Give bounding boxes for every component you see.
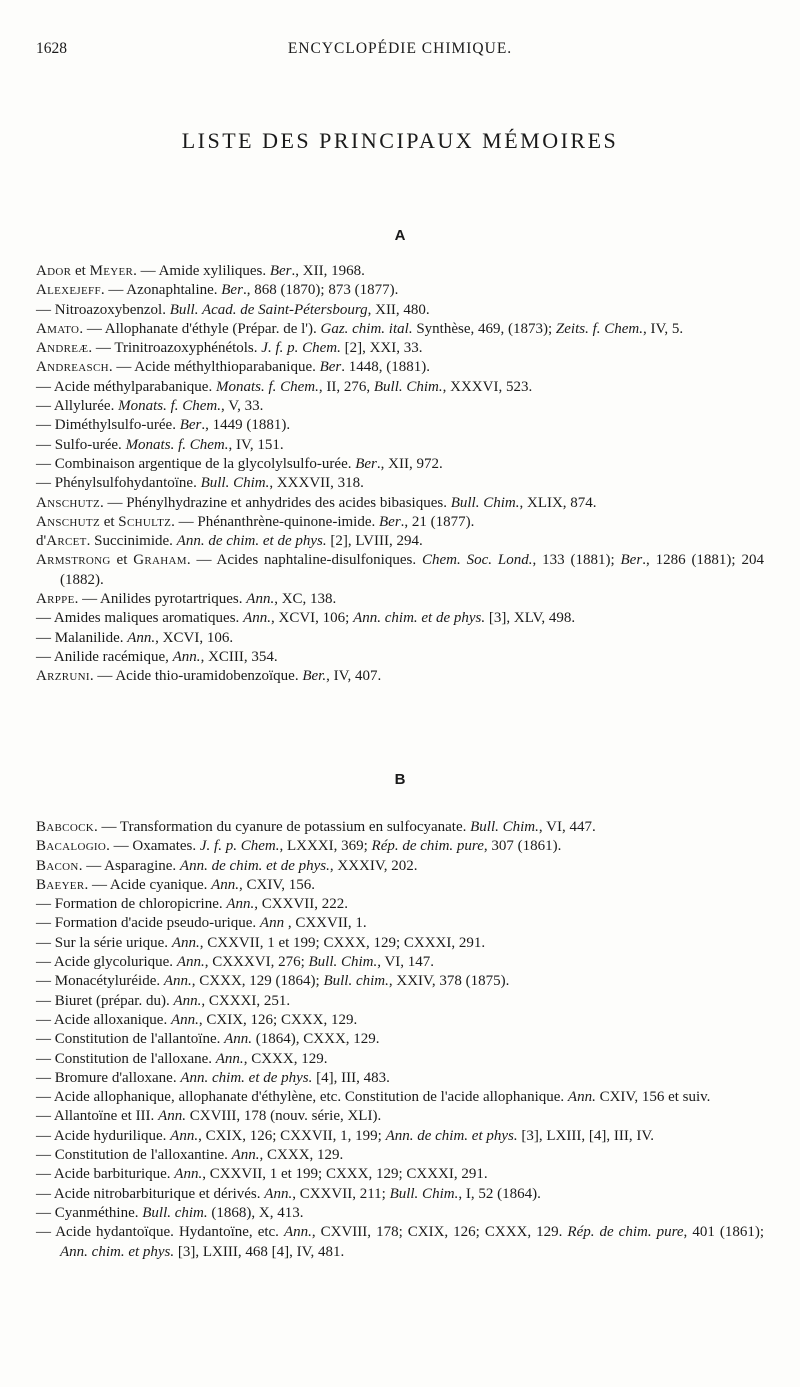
author-name: Arzruni [36,668,90,685]
journal-title: Ann. [224,1031,253,1048]
entry-text: — Malanilide. [36,629,128,646]
bibliography-entry [36,301,764,320]
bibliography-entry [36,455,764,474]
entry-text: [2], XXI, 33. [340,340,423,357]
entry-text: [4], III, 483. [312,1069,390,1086]
journal-title: Bull. Chim. [308,954,378,971]
section-letter-a: A [394,227,406,244]
journal-title: Ann. chim. et phys. [60,1243,175,1260]
entry-text: — Sulfo-urée. [36,436,126,453]
entry-text: , CXVIII, 178; CXIX, 126; CXXX, 129. [311,1224,568,1241]
entry-text: et [110,552,134,569]
journal-title: Monats. f. Chem. [125,436,229,453]
journal-title: Ann. [283,1224,312,1241]
journal-title: J. f. p. Chem. [261,340,341,357]
journal-title: Ann. [264,1185,293,1202]
journal-title: Ann. [176,954,205,971]
journal-title: Ber [179,417,202,434]
journal-title: Ann [259,915,285,932]
bibliography-entry [36,320,764,339]
entry-text: d' [36,533,47,550]
entry-text: , CXXVII, 211; [292,1185,390,1202]
entry-text: . — Anilides pyrotartriques. [74,591,247,608]
journal-title: Ann. [171,934,200,951]
entry-text: , XXIV, 378 (1875). [388,973,510,990]
entry-text: . — Phénanthrène-quinone-imide. [171,513,379,530]
journal-title: Bull. Chim. [200,475,270,492]
entry-text: , CXXX, 129. [259,1147,344,1164]
entry-text: Synthèse, 469, (1873); [412,320,556,337]
journal-title: Bull. chim. [142,1204,208,1221]
journal-title: Ann. chim. et de phys. [353,610,486,627]
journal-title: Ann. [243,610,271,627]
bibliography-entry [36,1011,764,1030]
entry-text: — Formation d'acide pseudo-urique. [36,915,260,932]
entry-text: (1864), CXXX, 129. [252,1031,380,1048]
bibliography-entry [36,358,764,377]
entry-text: , CXXVII, 1. [284,915,367,932]
author-name: Baeyer [36,876,85,893]
journal-title: Bull. Chim. [373,378,443,395]
entry-text: — Anilide racémique, [36,648,173,665]
journal-title: Bull. chim. [323,973,389,990]
journal-title: Ann. [172,648,201,665]
page-header [36,40,764,64]
journal-title: Ann. [163,973,192,990]
bibliography-entry [36,1107,764,1126]
author-name: Babcock [36,819,94,835]
journal-title: Ann. [246,591,275,608]
entry-text: — Diméthylsulfo-urée. [36,417,180,434]
entry-text: — Biuret (prépar. du). [36,992,174,1009]
entry-text: . — Acide cyanique. [84,876,212,893]
entry-text: (1868), X, 413. [207,1204,304,1221]
author-name: Graham [133,552,187,569]
entry-text: , VI, 147. [377,954,435,971]
entry-text: — Constitution de l'alloxane. [36,1050,216,1067]
entry-text: , 401 (1861); [683,1224,764,1241]
journal-title: Ber [269,263,292,279]
journal-title: Ann. chim. et de phys. [180,1069,313,1086]
entry-text: , CXIV, 156. [239,876,316,893]
journal-title: Ann. de chim. et phys. [385,1127,518,1144]
entry-text: , V, 33. [221,398,264,415]
entry-text: . — Phénylhydrazine et anhydrides des acides bibasiques. [99,494,451,511]
entry-text: , XC, 138. [274,591,337,608]
bibliography-entry [36,1030,764,1049]
bibliography-entry [36,1204,764,1223]
bibliography-entry [36,494,764,513]
journal-title: Ber [379,513,401,530]
journal-title: Bull. Chim. [450,494,520,511]
entry-text: , CXXXI, 251. [201,992,291,1009]
journal-title: Bull. Chim. [470,819,539,835]
entry-text: CXVIII, 178 (nouv. série, XLI). [185,1108,382,1125]
entry-text: ., 21 (1877). [400,513,475,530]
running-title: ENCYCLOPÉDIE CHIMIQUE. [287,40,513,57]
journal-title: Ber. [302,668,327,685]
entry-text: — Sur la série urique. [36,934,172,951]
entry-text: . — Allophanate d'éthyle (Prépar. de l'). [79,320,321,337]
bibliography-entry [36,474,764,493]
bibliography-entry [36,339,764,358]
entry-text: [3], XLV, 498. [485,610,576,627]
bibliography-entry [36,953,764,972]
entry-text: , CXXVII, 1 et 199; CXXX, 129; CXXXI, 291. [202,1166,488,1183]
journal-title: Ann. [215,1050,244,1067]
entry-text: , CXXXVI, 276; [204,954,309,971]
bibliography-entry [36,857,764,876]
journal-title: Ann. [127,629,156,646]
journal-title: Bull. Acad. de Saint-Pétersbourg [169,301,368,318]
entry-text: , CXXX, 129. [243,1050,328,1067]
entry-text: , CXXX, 129 (1864); [191,973,324,990]
bibliography-entry [36,378,764,397]
bibliography-entry [36,648,764,667]
author-name: Anschutz [36,513,100,530]
journal-title: Ann. [170,1127,199,1144]
bibliography-entry [36,551,764,590]
bibliography-entry [36,1223,764,1262]
entry-text: . — Oxamates. [106,838,200,855]
journal-title: Ann. [226,896,255,913]
author-name: Andreasch [36,359,109,376]
entry-text: — Formation de chloropicrine. [36,896,227,913]
bibliography-entry [36,876,764,895]
entry-text: , CXXVII, 222. [254,896,349,913]
entry-text: , VI, 447. [538,819,596,835]
bibliography-entry [36,1146,764,1165]
entry-text: ., XII, 972. [376,455,443,472]
bibliography-entry [36,895,764,914]
journal-title: Monats. f. Chem. [215,378,319,395]
entry-text: — Nitroazoxybenzol. [36,301,170,318]
entry-text: — Acide nitrobarbiturique et dérivés. [36,1185,265,1202]
entry-text: et [99,513,119,530]
bibliography-entry [36,513,764,532]
bibliography-entry [36,416,764,435]
journal-title: Gaz. chim. ital. [320,320,413,337]
author-name: Anschutz [36,494,100,511]
entry-text: , II, 276, [318,378,374,395]
journal-title: Ann. de chim. et de phys. [176,533,327,550]
entry-text: — Acide alloxanique. [36,1011,171,1028]
journal-title: Ann. [231,1147,260,1164]
journal-title: Ann. de chim. et de phys. [179,857,330,874]
entry-text: , XLIX, 874. [519,494,597,511]
journal-title: Ann. [567,1089,596,1106]
entry-text: — Allylurée. [36,398,119,415]
journal-title: Ann. [211,876,240,893]
entry-text: — Acide glycolurique. [36,954,177,971]
entry-text: — Acide allophanique, allophanate d'éthylène, etc. Constitution de l'acide allophanique. [36,1089,568,1106]
section-a-list [36,262,764,687]
bibliography-entry [36,1127,764,1146]
entry-text: CXIV, 156 et suiv. [595,1089,711,1106]
entry-text: ., 1449 (1881). [201,417,291,434]
entry-text: , CXIX, 126; CXXVII, 1, 199; [198,1127,386,1144]
entry-text: , XCVI, 106. [155,629,234,646]
entry-text: — Constitution de l'allantoïne. [36,1031,225,1048]
bibliography-entry [36,1165,764,1184]
entry-text: et [71,263,90,279]
journal-title: Ber [221,282,243,299]
entry-text: , XXXIV, 202. [329,857,418,874]
page-title: LISTE DES PRINCIPAUX MÉMOIRES [181,128,619,153]
entry-text: . — Transformation du cyanure de potassium en sulfocyanate. [93,819,471,835]
page-number: 1628 [36,40,67,57]
author-name: Meyer [89,263,134,279]
journal-title: Ber [355,455,377,472]
entry-text: — Amides maliques aromatiques. [36,610,244,627]
bibliography-entry [36,262,764,281]
entry-text: ., 868 (1870); 873 (1877). [242,282,399,299]
journal-title: Bull. Chim. [389,1185,459,1202]
bibliography-entry [36,837,764,856]
entry-text: . 1448, (1881). [341,359,431,376]
author-name: Alexejeff [36,282,101,299]
entry-text: — Acide hydurilique. [36,1127,171,1144]
entry-text: — Acide méthylparabanique. [36,378,216,395]
journal-title: Ann. [170,1011,199,1028]
entry-text: . — Asparagine. [78,857,180,874]
bibliography-entry [36,281,764,300]
author-name: Armstrong [36,552,111,569]
entry-text: — Allantoïne et III. [36,1108,159,1125]
bibliography-entry [36,818,764,837]
entry-text: — Constitution de l'alloxantine. [36,1147,232,1164]
entry-text: , IV, 5. [643,320,684,337]
entry-text: — Bromure d'alloxane. [36,1069,181,1086]
bibliography-entry [36,1185,764,1204]
bibliography-entry [36,436,764,455]
entry-text: . — Acide thio-uramidobenzoïque. [89,668,303,685]
entry-text: , IV, 151. [228,436,284,453]
bibliography-entry [36,532,764,551]
entry-text: . Succinimide. [86,533,177,550]
entry-text: [3], LXIII, 468 [4], IV, 481. [174,1243,345,1260]
entry-text: , IV, 407. [326,668,382,685]
entry-text: , XCVI, 106; [270,610,354,627]
section-letter-b: B [394,771,406,788]
journal-title: Ann. [158,1108,186,1125]
bibliography-entry [36,992,764,1011]
entry-text: , XXXVI, 523. [442,378,533,395]
entry-text: . — Amide xyliliques. [133,263,270,279]
bibliography-entry [36,1088,764,1107]
author-name: Arppe [36,591,75,608]
bibliography-entry [36,1050,764,1069]
journal-title: Ber [319,359,342,376]
bibliography-entry [36,397,764,416]
entry-text: . — Azonaphtaline. [100,282,222,299]
entry-text: . — Trinitroazoxyphénétols. [88,340,262,357]
author-name: Andreæ [36,340,89,357]
journal-title: Ber [620,552,643,569]
author-name: Bacon [36,857,79,874]
journal-title: Chem. Soc. Lond. [421,552,533,569]
entry-text: [2], LVIII, 294. [326,533,423,550]
journal-title: J. f. p. Chem. [199,838,280,855]
entry-text: , 133 (1881); [532,552,621,569]
author-name: Schultz [118,513,172,530]
entry-text: , I, 52 (1864). [458,1185,541,1202]
entry-text: ., 1286 (1881); 204 (1882). [60,552,764,588]
author-name: Arcet [46,533,87,550]
entry-text: , LXXXI, 369; [279,838,372,855]
author-name: Ador [36,263,72,279]
journal-title: Ann. [174,1166,203,1183]
entry-text: , CXIX, 126; CXXX, 129. [198,1011,358,1028]
journal-title: Zeits. f. Chem. [555,320,643,337]
entry-text: — Acide barbiturique. [36,1166,175,1183]
bibliography-entry [36,629,764,648]
journal-title: Monats. f. Chem. [118,398,221,415]
entry-text: , CXXVII, 1 et 199; CXXX, 129; CXXXI, 291. [199,934,486,951]
journal-title: Ann. [173,992,202,1009]
bibliography-entry [36,609,764,628]
entry-text: — Phénylsulfohydantoïne. [36,475,201,492]
bibliography-entry [36,667,764,686]
entry-text: — Cyanméthine. [36,1204,143,1221]
journal-title: Rép. de chim. pure [371,838,484,855]
entry-text: . — Acides naphtaline-disulfoniques. [186,552,422,569]
entry-text: — Combinaison argentique de la glycolylsulfo-urée. [36,455,356,472]
entry-text: [3], LXIII, [4], III, IV. [517,1127,654,1144]
bibliography-entry [36,1069,764,1088]
bibliography-entry [36,914,764,933]
entry-text: , XXXVII, 318. [269,475,364,492]
journal-title: Rép. de chim. pure [567,1224,684,1241]
entry-text: — Acide hydantoïque. Hydantoïne, etc. [36,1224,284,1241]
author-name: Bacalogio [36,838,107,855]
entry-text: , XII, 480. [367,301,430,318]
entry-text: , XCIII, 354. [200,648,278,665]
author-name: Amato [36,320,80,337]
entry-text: — Monacétyluréide. [36,973,164,990]
entry-text: . — Acide méthylthioparabanique. [108,359,320,376]
bibliography-entry [36,590,764,609]
bibliography-entry [36,972,764,991]
entry-text: , 307 (1861). [483,838,562,855]
section-b-list [36,818,764,1262]
bibliography-entry [36,934,764,953]
entry-text: ., XII, 1968. [291,263,365,279]
